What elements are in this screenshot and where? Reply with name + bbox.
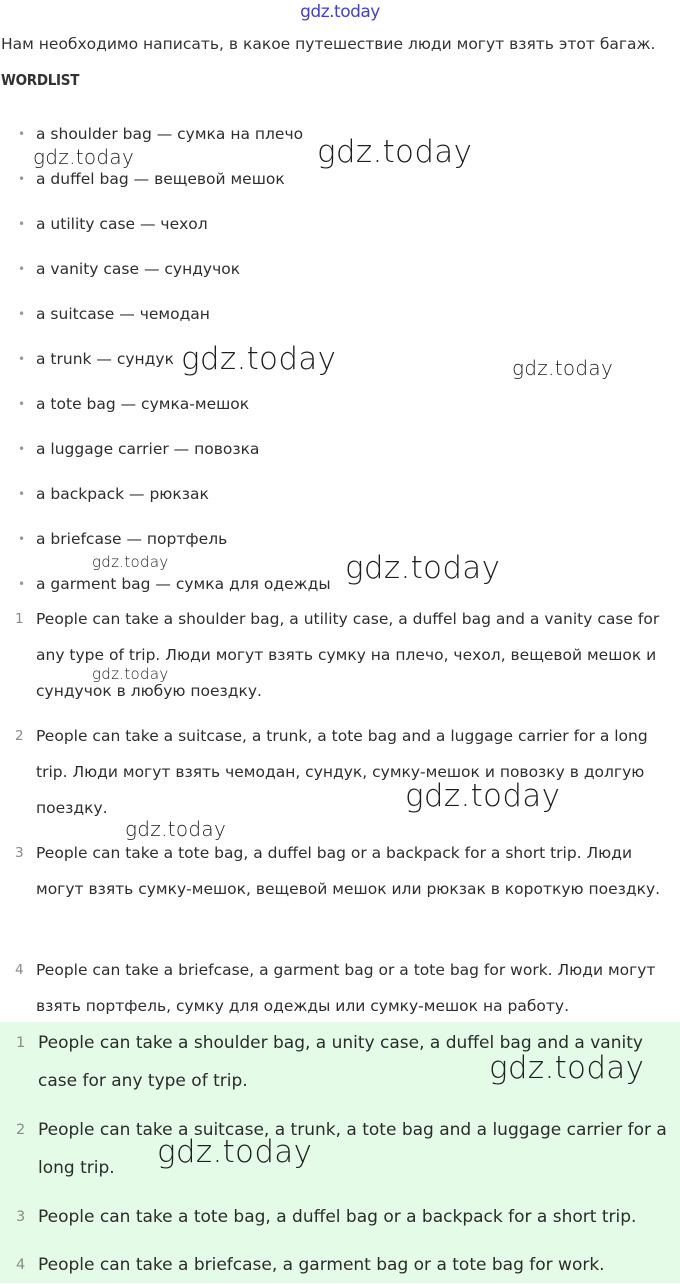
bullet-icon: • <box>18 127 26 141</box>
bullet-icon: • <box>18 487 26 501</box>
wordlist-item: • a luggage carrier — повозка <box>18 437 259 461</box>
answer-text: People can take a briefcase, a garment bag or a tote bag for work. <box>38 1255 605 1275</box>
wordlist-item: • a vanity case — сундучок <box>18 257 240 281</box>
example-item <box>15 952 665 1024</box>
example-text: People can take a briefcase, a garment bag or a tote bag for work. Люди могут взять портфель, сумку для одежды или сумку-мешок на работу. <box>36 961 656 1015</box>
example-item <box>15 718 665 826</box>
example-text: People can take a shoulder bag, a utility case, a duffel bag and a vanity case for any type of trip. Люди могут взять сумку на плечо, чехол, вещевой мешок и сундучок в любую поездку. <box>36 610 660 700</box>
answer-item <box>16 1246 676 1284</box>
watermark: gdz.today <box>512 356 614 380</box>
watermark: gdz.today <box>157 1134 313 1170</box>
watermark: gdz.today <box>181 341 337 377</box>
answer-number: 2 <box>16 1122 26 1138</box>
wordlist-item: • a briefcase — портфель <box>18 527 227 551</box>
bullet-icon: • <box>18 262 26 276</box>
example-item <box>15 601 665 709</box>
watermark: gdz.today <box>33 145 135 169</box>
bullet-icon: • <box>18 397 26 411</box>
bullet-icon: • <box>18 307 26 321</box>
example-text: People can take a tote bag, a duffel bag or a backpack for a short trip. Люди могут взять сумку-мешок, вещевой мешок или рюкзак в короткую поездку. <box>36 844 661 898</box>
example-number: 3 <box>15 845 24 861</box>
example-number: 1 <box>15 611 24 627</box>
bullet-icon: • <box>18 217 26 231</box>
bullet-icon: • <box>18 352 26 366</box>
answer-text: People can take a tote bag, a duffel bag or a backpack for a short trip. <box>38 1207 637 1227</box>
bullet-icon: • <box>18 577 26 591</box>
watermark: gdz.today <box>125 817 227 841</box>
watermark: gdz.today <box>317 134 473 170</box>
intro-text: Нам необходимо написать, в какое путешествие люди могут взять этот багаж. <box>1 35 656 53</box>
answer-number: 4 <box>16 1257 26 1273</box>
watermark: gdz.today <box>405 778 561 814</box>
watermark: gdz.today <box>92 665 169 683</box>
watermark: gdz.today <box>345 550 501 586</box>
wordlist-item: • a garment bag — сумка для одежды <box>18 572 331 596</box>
watermark: gdz.today <box>92 553 169 571</box>
example-number: 4 <box>15 962 24 978</box>
answer-item <box>16 1198 676 1236</box>
wordlist-item: • a backpack — рюкзак <box>18 482 209 506</box>
wordlist-item: • a trunk — сундук <box>18 347 174 371</box>
wordlist-item: • a duffel bag — вещевой мешок <box>18 167 285 191</box>
answer-text: People can take a suitcase, a trunk, a tote bag and a luggage carrier for a long trip. <box>38 1120 667 1178</box>
answer-number: 1 <box>16 1035 26 1051</box>
answer-text: People can take a shoulder bag, a unity case, a duffel bag and a vanity case for any type of trip. <box>38 1033 643 1091</box>
bullet-icon: • <box>18 172 26 186</box>
wordlist-title: WORDLIST <box>1 71 80 89</box>
bullet-icon: • <box>18 532 26 546</box>
answer-item <box>16 1111 676 1187</box>
wordlist-item: • a tote bag — сумка-мешок <box>18 392 249 416</box>
wordlist-item: • a shoulder bag — сумка на плечо <box>18 122 303 146</box>
wordlist-item: • a suitcase — чемодан <box>18 302 210 326</box>
wordlist-item: • a utility case — чехол <box>18 212 208 236</box>
example-item <box>15 835 665 907</box>
header-watermark: gdz.today <box>300 2 380 22</box>
bullet-icon: • <box>18 442 26 456</box>
example-text: People can take a suitcase, a trunk, a tote bag and a luggage carrier for a long trip. Люди могут взять чемодан, сундук, сумку-мешок и повозку в долгую поездку. <box>36 727 648 817</box>
watermark: gdz.today <box>489 1050 645 1086</box>
example-number: 2 <box>15 728 24 744</box>
answer-number: 3 <box>16 1209 26 1225</box>
